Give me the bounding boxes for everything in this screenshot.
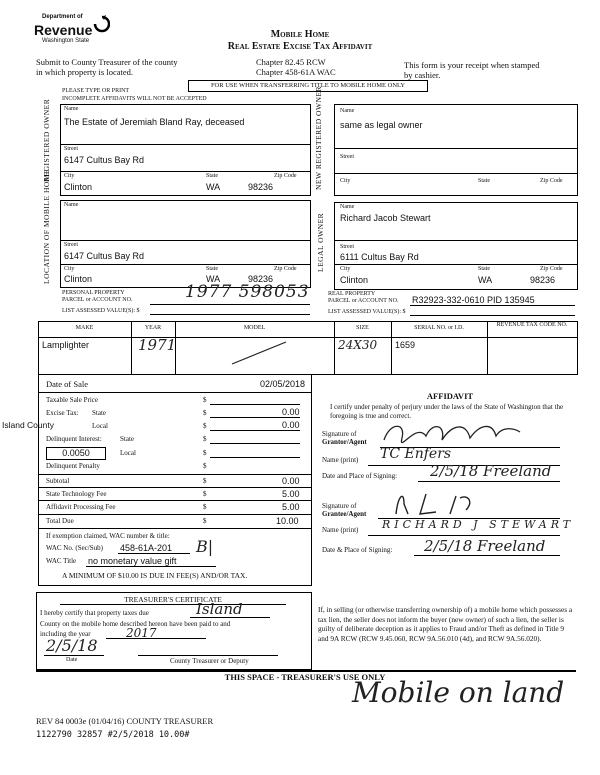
subtotal-field[interactable]: 0.00 [282, 476, 300, 486]
grantor-sig-label2: Grantor/Agent [322, 438, 367, 446]
pp-parcel-field[interactable]: 1977 598053 [185, 282, 310, 302]
minimum-notice: A MINIMUM OF $10.00 IS DUE IN FEE(S) AND/OR TAX. [62, 571, 248, 580]
legal-owner-label: LEGAL OWNER [316, 212, 325, 272]
excise-state-field[interactable]: 0.00 [282, 407, 300, 417]
serial-cell[interactable]: 1659 [395, 340, 416, 350]
grantee-sig-label1: Signature of [322, 502, 357, 510]
lo-city-label: City [340, 266, 351, 272]
subtotal-label: Subtotal [46, 477, 70, 485]
processing-fee-field[interactable]: 5.00 [282, 502, 300, 512]
loc-name-label: Name [64, 202, 79, 208]
rp-assessed-label: LIST ASSESSED VALUE(S): $ [328, 309, 406, 315]
col-tax-code: REVENUE TAX CODE NO. [496, 322, 568, 328]
total-due-label: Total Due [46, 517, 74, 525]
exemption-label: If exemption claimed, WAC number & title: [46, 532, 170, 540]
total-due-field[interactable]: 10.00 [276, 516, 299, 526]
dor-logo [30, 12, 110, 46]
di-state-dollar: $ [203, 435, 207, 443]
no-zip-label: Zip Code [540, 178, 563, 184]
treasurer-deputy-label: County Treasurer or Deputy [170, 657, 249, 665]
make-cell[interactable]: Lamplighter [42, 340, 90, 350]
ro-name-field[interactable]: The Estate of Jeremiah Bland Ray, deceased [64, 117, 245, 127]
loc-city-field[interactable]: Clinton [64, 274, 93, 284]
ro-street-label: Street [64, 146, 78, 152]
processing-fee-label: Affidavit Processing Fee [46, 503, 116, 511]
sale-price-label: Taxable Sale Price [46, 396, 98, 404]
excise-state-dollar: $ [203, 409, 207, 417]
affidavit-title: AFFIDAVIT [426, 391, 474, 401]
grantee-name-field[interactable]: RICHARD J STEWART [382, 518, 575, 531]
treasurer-line3: including the year [40, 630, 91, 638]
di-local-dollar: $ [203, 449, 207, 457]
lo-zip-field[interactable]: 98236 [530, 275, 556, 285]
new-owner-label: NEW REGISTERED OWNER [314, 85, 323, 190]
interest-rate-field[interactable]: 0.0050 [46, 447, 106, 460]
col-year: YEAR [144, 325, 162, 331]
loc-city-label: City [64, 266, 75, 272]
grantee-signature[interactable] [390, 490, 520, 518]
lo-name-field[interactable]: Richard Jacob Stewart [340, 213, 431, 223]
cashier-receipt: 1122790 32857 #2/5/2018 10.00# [36, 730, 190, 740]
col-model: MODEL [243, 325, 266, 331]
chapter-wac: Chapter 458-61A WAC [256, 67, 336, 77]
col-size: SIZE [356, 325, 369, 331]
loc-state-field[interactable]: WA [206, 274, 221, 284]
location-box [60, 200, 311, 288]
sale-price-dollar: $ [203, 396, 207, 404]
grantor-date-field[interactable]: 2/5/18 Freeland [430, 462, 552, 480]
processing-fee-dollar: $ [203, 503, 207, 511]
grantor-sig-label1: Signature of [322, 430, 357, 438]
logo-top: Department of [42, 14, 83, 20]
ro-name-label: Name [64, 106, 79, 112]
no-street-label: Street [340, 154, 354, 160]
penalty-dollar: $ [203, 462, 207, 470]
submit-line1: Submit to County Treasurer of the county [36, 57, 178, 67]
affidavit-statement: I certify under penalty of perjury under the laws of the State of Washington that the foregoing is true and correct. [330, 403, 564, 420]
wac-no-field[interactable]: 458-61A-201 [120, 543, 173, 553]
tech-fee-label: State Technology Fee [46, 490, 107, 498]
treasurer-date-label: Date [66, 657, 78, 663]
lo-name-label: Name [340, 204, 355, 210]
ro-city-label: City [64, 173, 75, 179]
loc-state-label: State [206, 266, 218, 272]
treasurer-line1: I hereby certify that property taxes due [40, 609, 149, 617]
excise-local-field[interactable]: 0.00 [282, 420, 300, 430]
loc-zip-label: Zip Code [274, 266, 297, 272]
registered-owner-label: REGISTERED OWNER [42, 98, 51, 182]
excise-state-label: State [92, 409, 106, 417]
size-cell[interactable]: 24X30 [338, 338, 378, 352]
ro-state-field[interactable]: WA [206, 182, 221, 192]
pp-label1: PERSONAL PROPERTY [62, 290, 125, 296]
wac-title-label: WAC Title [46, 557, 77, 565]
chapter-rcw: Chapter 82.45 RCW [256, 57, 326, 67]
date-of-sale-field[interactable]: 02/05/2018 [260, 379, 306, 389]
please-type: PLEASE TYPE OR PRINT [62, 88, 130, 94]
lo-city-field[interactable]: Clinton [340, 275, 369, 285]
tech-fee-field[interactable]: 5.00 [282, 489, 300, 499]
no-name-field[interactable]: same as legal owner [340, 120, 423, 130]
wac-no-label: WAC No. (Sec/Sub) [46, 544, 103, 552]
pp-assessed-label: LIST ASSESSED VALUE(S): $ [62, 308, 140, 314]
treasurer-county-field[interactable]: Island [196, 600, 243, 618]
lo-street-label: Street [340, 244, 354, 250]
subtotal-dollar: $ [203, 477, 207, 485]
logo-sub: Washington State [42, 38, 90, 44]
loc-street-field[interactable]: 6147 Cultus Bay Rd [64, 251, 145, 261]
treasurer-date-field[interactable]: 2/5/18 [46, 636, 98, 655]
no-city-label: City [340, 178, 351, 184]
grantor-name-field[interactable]: TC Enfers [380, 446, 452, 462]
treasurer-title: TREASURER'S CERTIFICATE [124, 595, 222, 604]
total-due-dollar: $ [203, 517, 207, 525]
receipt-note1: This form is your receipt when stamped [404, 60, 540, 70]
ro-zip-label: Zip Code [274, 173, 297, 179]
lo-street-field[interactable]: 6111 Cultus Bay Rd [340, 252, 419, 262]
logo-main: Revenue [34, 22, 93, 38]
model-strike-mark [230, 338, 290, 368]
grantor-date-label: Date and Place of Signing: [322, 472, 398, 480]
sale-box [38, 374, 312, 586]
title-line1: Mobile Home [270, 29, 330, 40]
incomplete-note: INCOMPLETE AFFIDAVITS WILL NOT BE ACCEPTED [62, 96, 207, 102]
grantee-sig-label2: Grantee/Agent [322, 510, 367, 518]
ro-street-field[interactable]: 6147 Cultus Bay Rd [64, 155, 145, 165]
ro-zip-field[interactable]: 98236 [248, 182, 274, 192]
col-make: MAKE [75, 325, 94, 331]
lo-zip-label: Zip Code [540, 266, 563, 272]
submit-line2: in which property is located. [36, 67, 134, 77]
pp-label2: PARCEL or ACCOUNT NO. [62, 297, 133, 303]
grantor-signature[interactable] [380, 418, 530, 448]
treasurer-use-banner: THIS SPACE - TREASURER'S USE ONLY [224, 672, 386, 682]
treasurer-stamp-note: Mobile on land [352, 676, 565, 709]
rp-label1: REAL PROPERTY [328, 291, 376, 297]
county-name: Island County [2, 420, 54, 430]
delinquent-penalty-label: Delinquent Penalty [46, 462, 100, 470]
tax-lien-notice: If, in selling (or otherwise transferring ownership of) a mobile home which possesses a tax lien, the seller does not inform the buyer (new owner) of such a lien, the seller is guilty of deliberate deception as it applies to Fraud and/or Theft as defined in Title 9 and 9A RCW (RCW 9.45.060, RCW 9A.56.010 (4d), and RCW 9A.56.020). [318, 605, 573, 643]
lo-state-field[interactable]: WA [478, 275, 493, 285]
year-cell[interactable]: 1971 [138, 336, 177, 354]
lo-state-label: State [478, 266, 490, 272]
rp-label2: PARCEL or ACCOUNT NO. [328, 298, 399, 304]
di-local-label: Local [120, 449, 136, 457]
loc-street-label: Street [64, 242, 78, 248]
ro-city-field[interactable]: Clinton [64, 182, 93, 192]
no-state-label: State [478, 178, 490, 184]
receipt-note2: by cashier. [404, 70, 441, 80]
location-label: LOCATION OF MOBILE HOME [42, 168, 51, 284]
rp-parcel-field[interactable]: R32923-332-0610 PID 135945 [412, 295, 535, 305]
col-serial: SERIAL NO. or I.D. [414, 325, 464, 331]
di-state-label: State [120, 435, 134, 443]
treasurer-line2: County on the mobile home described hereon have been paid to and [40, 620, 231, 628]
wac-title-field[interactable]: no monetary value gift [88, 556, 177, 566]
excise-tax-label: Excise Tax: [46, 409, 79, 417]
no-name-label: Name [340, 108, 355, 114]
loc-zip-field[interactable]: 98236 [248, 274, 274, 284]
grantee-date-label: Date & Place of Signing: [322, 546, 393, 554]
logo-swoosh-icon [92, 14, 110, 34]
form-number: REV 84 0003e (01/04/16) COUNTY TREASURER [36, 716, 214, 726]
date-of-sale-label: Date of Sale [46, 379, 89, 389]
excise-local-label: Local [92, 422, 108, 430]
grantee-date-field[interactable]: 2/5/18 Freeland [424, 537, 546, 555]
grantor-name-label: Name (print) [322, 456, 359, 464]
grantee-name-label: Name (print) [322, 526, 359, 534]
delinquent-interest-label: Delinquent Interest: [46, 435, 102, 443]
excise-local-dollar: $ [203, 422, 207, 430]
ro-state-label: State [206, 173, 218, 179]
exemption-initials: B| [196, 537, 214, 556]
title-line2: Real Estate Excise Tax Affidavit [227, 41, 373, 52]
tech-fee-dollar: $ [203, 490, 207, 498]
treasurer-year-field[interactable]: 2017 [126, 626, 157, 640]
use-banner: FOR USE WHEN TRANSFERRING TITLE TO MOBILE HOME ONLY [188, 80, 428, 92]
